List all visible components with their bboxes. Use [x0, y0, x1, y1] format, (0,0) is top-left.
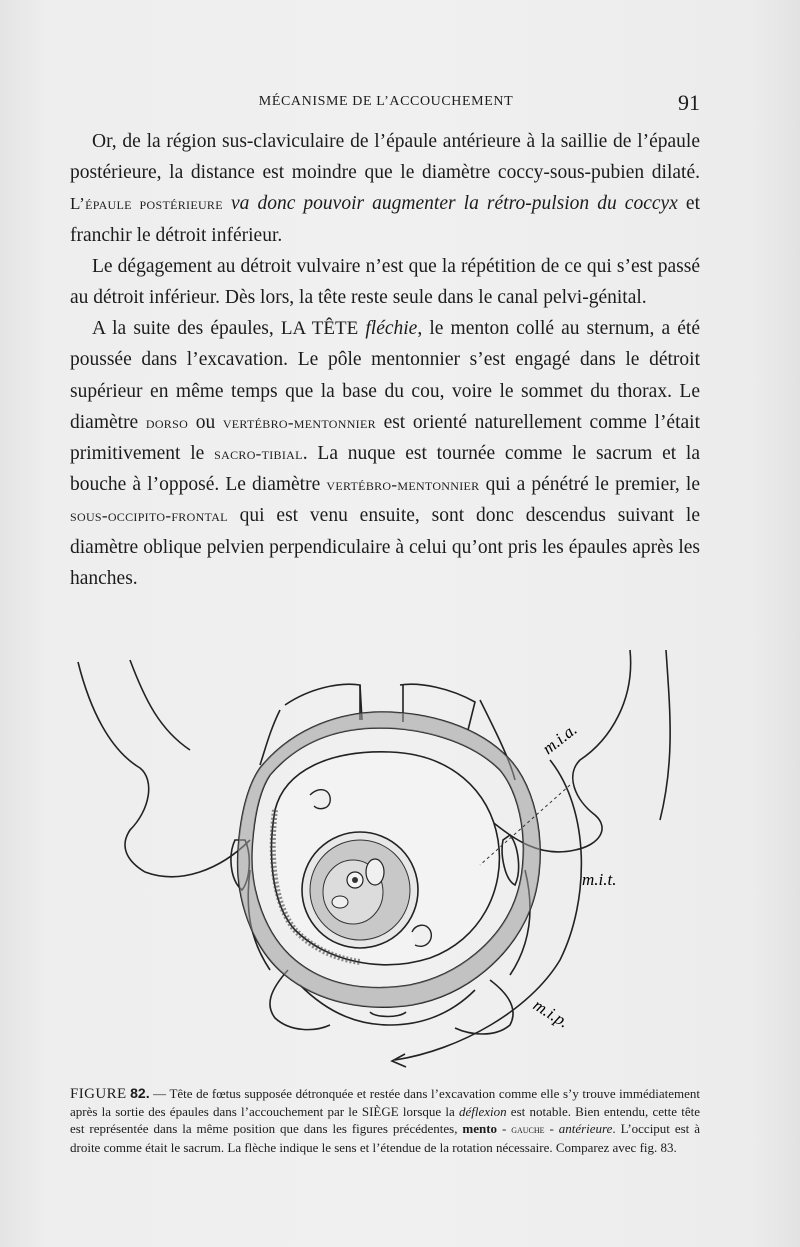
small-caps-term: sous-occipito-frontal	[70, 506, 228, 526]
paragraph-text: , le menton collé au sternum, a été poussée dans l’excavation. Le pôle mentonnier s’est engagé dans le détroit supérieur en même temps que la base du cou, voire le sommet du thorax. Le diamètre	[70, 318, 701, 433]
figure-caption	[70, 1085, 700, 1156]
figure-82-illustration	[70, 640, 710, 1080]
small-caps-term: dorso	[145, 412, 189, 432]
left-iliac-wing	[78, 662, 250, 877]
paragraph-text: Or, de la région sus-claviculaire de l’épaule antérieure à la saillie de l’épaule postérieure, la distance est moindre que le diamètre coccy-sous-pubien dilaté.	[70, 131, 700, 184]
fetal-head	[272, 752, 500, 965]
small-caps-term: vertébro-mentonnier	[222, 412, 376, 432]
paragraph-text: qui a pénétré le premier, le	[479, 474, 700, 496]
caption-text: -	[544, 1121, 559, 1136]
caption-label: FIGURE	[70, 1086, 127, 1102]
small-caps-term: vertébro-mentonnier	[326, 475, 480, 495]
caption-number: 82.	[130, 1085, 150, 1101]
label-mia: m.i.a.	[538, 719, 581, 759]
small-caps-term: L’épaule postérieure	[70, 194, 223, 214]
caption-italic: antérieure	[558, 1121, 613, 1136]
paragraph-text: est orienté naturellement comme l’était primitivement le	[70, 411, 700, 465]
italic-phrase: va donc pouvoir augmenter la rétro-pulsion du coccyx	[222, 193, 678, 215]
caption-text: -	[497, 1121, 512, 1136]
body-text	[70, 126, 700, 594]
page-header	[72, 92, 700, 118]
caption-bold: mento	[462, 1121, 498, 1136]
caption-text: . L’occiput est à droite comme était le sacrum. La flèche indique le sens et l’étendue de la rotation nécessaire. Comparez avec fig. 83.	[70, 1121, 700, 1155]
right-iliac-wing	[490, 650, 631, 852]
paragraph-text: et franchir le détroit inférieur.	[70, 193, 701, 246]
paragraph-text: ou	[188, 411, 223, 433]
paragraph-text: . La nuque est tournée comme le sacrum et la bouche à l’opposé. Le diamètre	[70, 443, 700, 496]
paragraph-3	[70, 313, 700, 594]
small-caps-term: sacro-tibial	[214, 444, 303, 464]
running-title: MÉCANISME DE L’ACCOUCHEMENT	[258, 94, 514, 109]
pelvis-head-drawing	[70, 640, 710, 1080]
caption-small-caps: gauche	[511, 1124, 545, 1136]
caption-text: — Tête de fœtus supposée détronquée et restée dans l’excavation comme elle s’y trouve immédiatement après la sortie des épaules dans l’accouchement par le SIÈGE lorsque la	[70, 1086, 701, 1119]
italic-term: fléchie	[358, 318, 418, 340]
page-number: 91	[678, 90, 700, 115]
label-mit: m.i.t.	[582, 870, 617, 889]
caption-text: est notable. Bien entendu, cette tête est représentée dans la même position que dans les figures précédentes,	[70, 1104, 700, 1136]
caption-italic: déflexion	[458, 1104, 507, 1119]
paragraph-text: A la suite des épaules,	[92, 318, 281, 340]
paragraph-1	[70, 126, 700, 251]
label-mip: m.i.p.	[529, 995, 573, 1032]
paragraph-2: Le dégagement au détroit vulvaire n’est que la répétition de ce qui s’est passé au détroit inférieur. Dès lors, la tête reste seule dans le canal pelvi-génital.	[70, 255, 700, 309]
paragraph-text: qui est venu ensuite, sont donc descendus suivant le diamètre oblique pelvien perpendiculaire à celui qu’ont pris les épaules après les hanches.	[70, 505, 700, 589]
caps-term: LA TÊTE	[280, 318, 359, 340]
